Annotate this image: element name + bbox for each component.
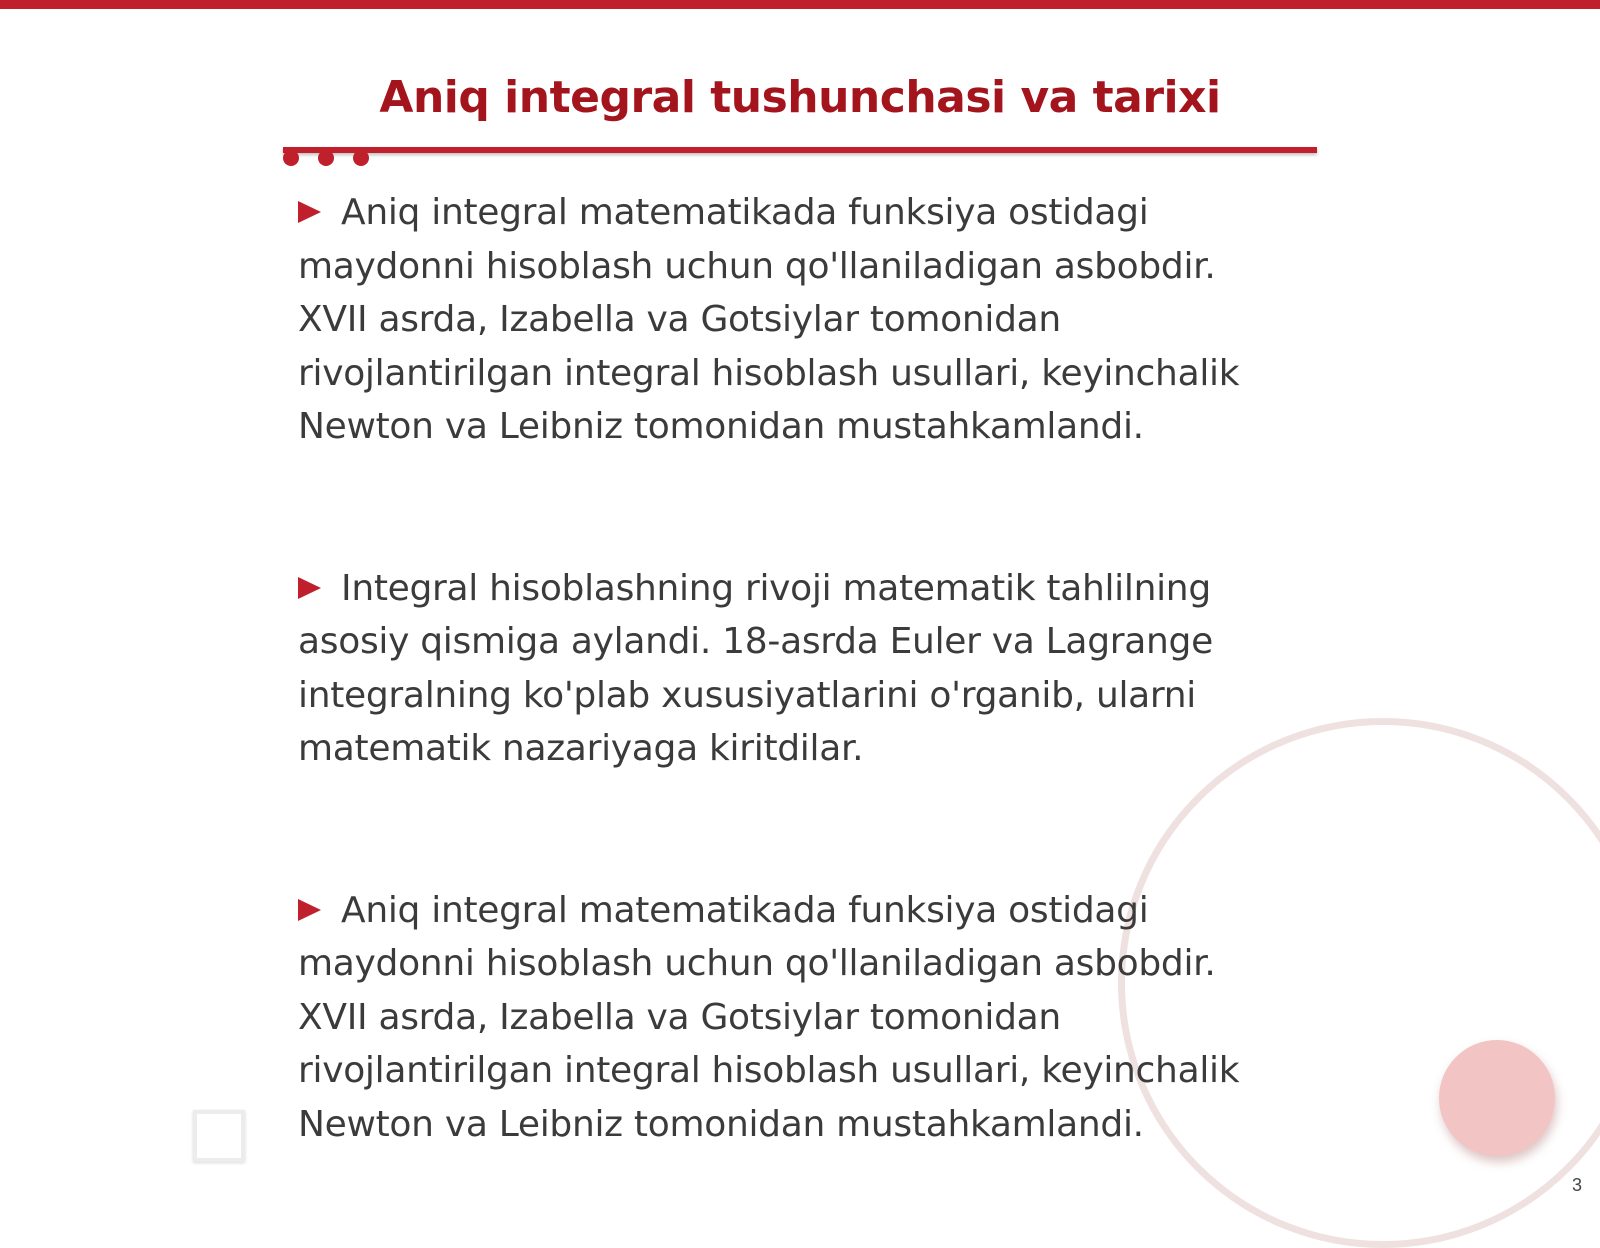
bullet-text: Integral hisoblashning rivoji matematik tahlilning asosiy qismiga aylandi. 18-asrda Euler va Lagrange integralning ko'plab xususiyatlarini o'rganib, ularni matematik nazariyaga kiritdilar.	[298, 567, 1213, 769]
triangle-right-icon	[298, 577, 321, 599]
bullet-item	[298, 562, 1258, 776]
decor-dot	[283, 150, 299, 166]
top-accent-bar	[0, 0, 1600, 9]
triangle-right-icon	[298, 899, 321, 921]
bullet-text: Aniq integral matematikada funksiya ostidagi maydonni hisoblash uchun qo'llaniladigan asbobdir. XVII asrda, Izabella va Gotsiylar tomonidan rivojlantirilgan integral hisoblash usullari, keyinchalik Newton va Leibniz tomonidan mustahkamlandi.	[298, 192, 1240, 447]
decor-dot	[353, 150, 369, 166]
title-underline	[283, 147, 1317, 153]
decor-dot	[318, 150, 334, 166]
page-number: 3	[1571, 1175, 1582, 1195]
triangle-right-icon	[298, 201, 321, 223]
bullet-item	[298, 884, 1258, 1152]
slide-title: Aniq integral tushunchasi va tarixi	[379, 72, 1221, 123]
bullet-text: Aniq integral matematikada funksiya ostidagi maydonni hisoblash uchun qo'llaniladigan asbobdir. XVII asrda, Izabella va Gotsiylar tomonidan rivojlantirilgan integral hisoblash usullari, keyinchalik Newton va Leibniz tomonidan mustahkamlandi.	[298, 889, 1240, 1145]
bullet-item	[298, 186, 1258, 454]
decor-square	[193, 1110, 245, 1162]
decor-circle	[1439, 1040, 1555, 1156]
bullet-list	[298, 186, 1258, 1151]
